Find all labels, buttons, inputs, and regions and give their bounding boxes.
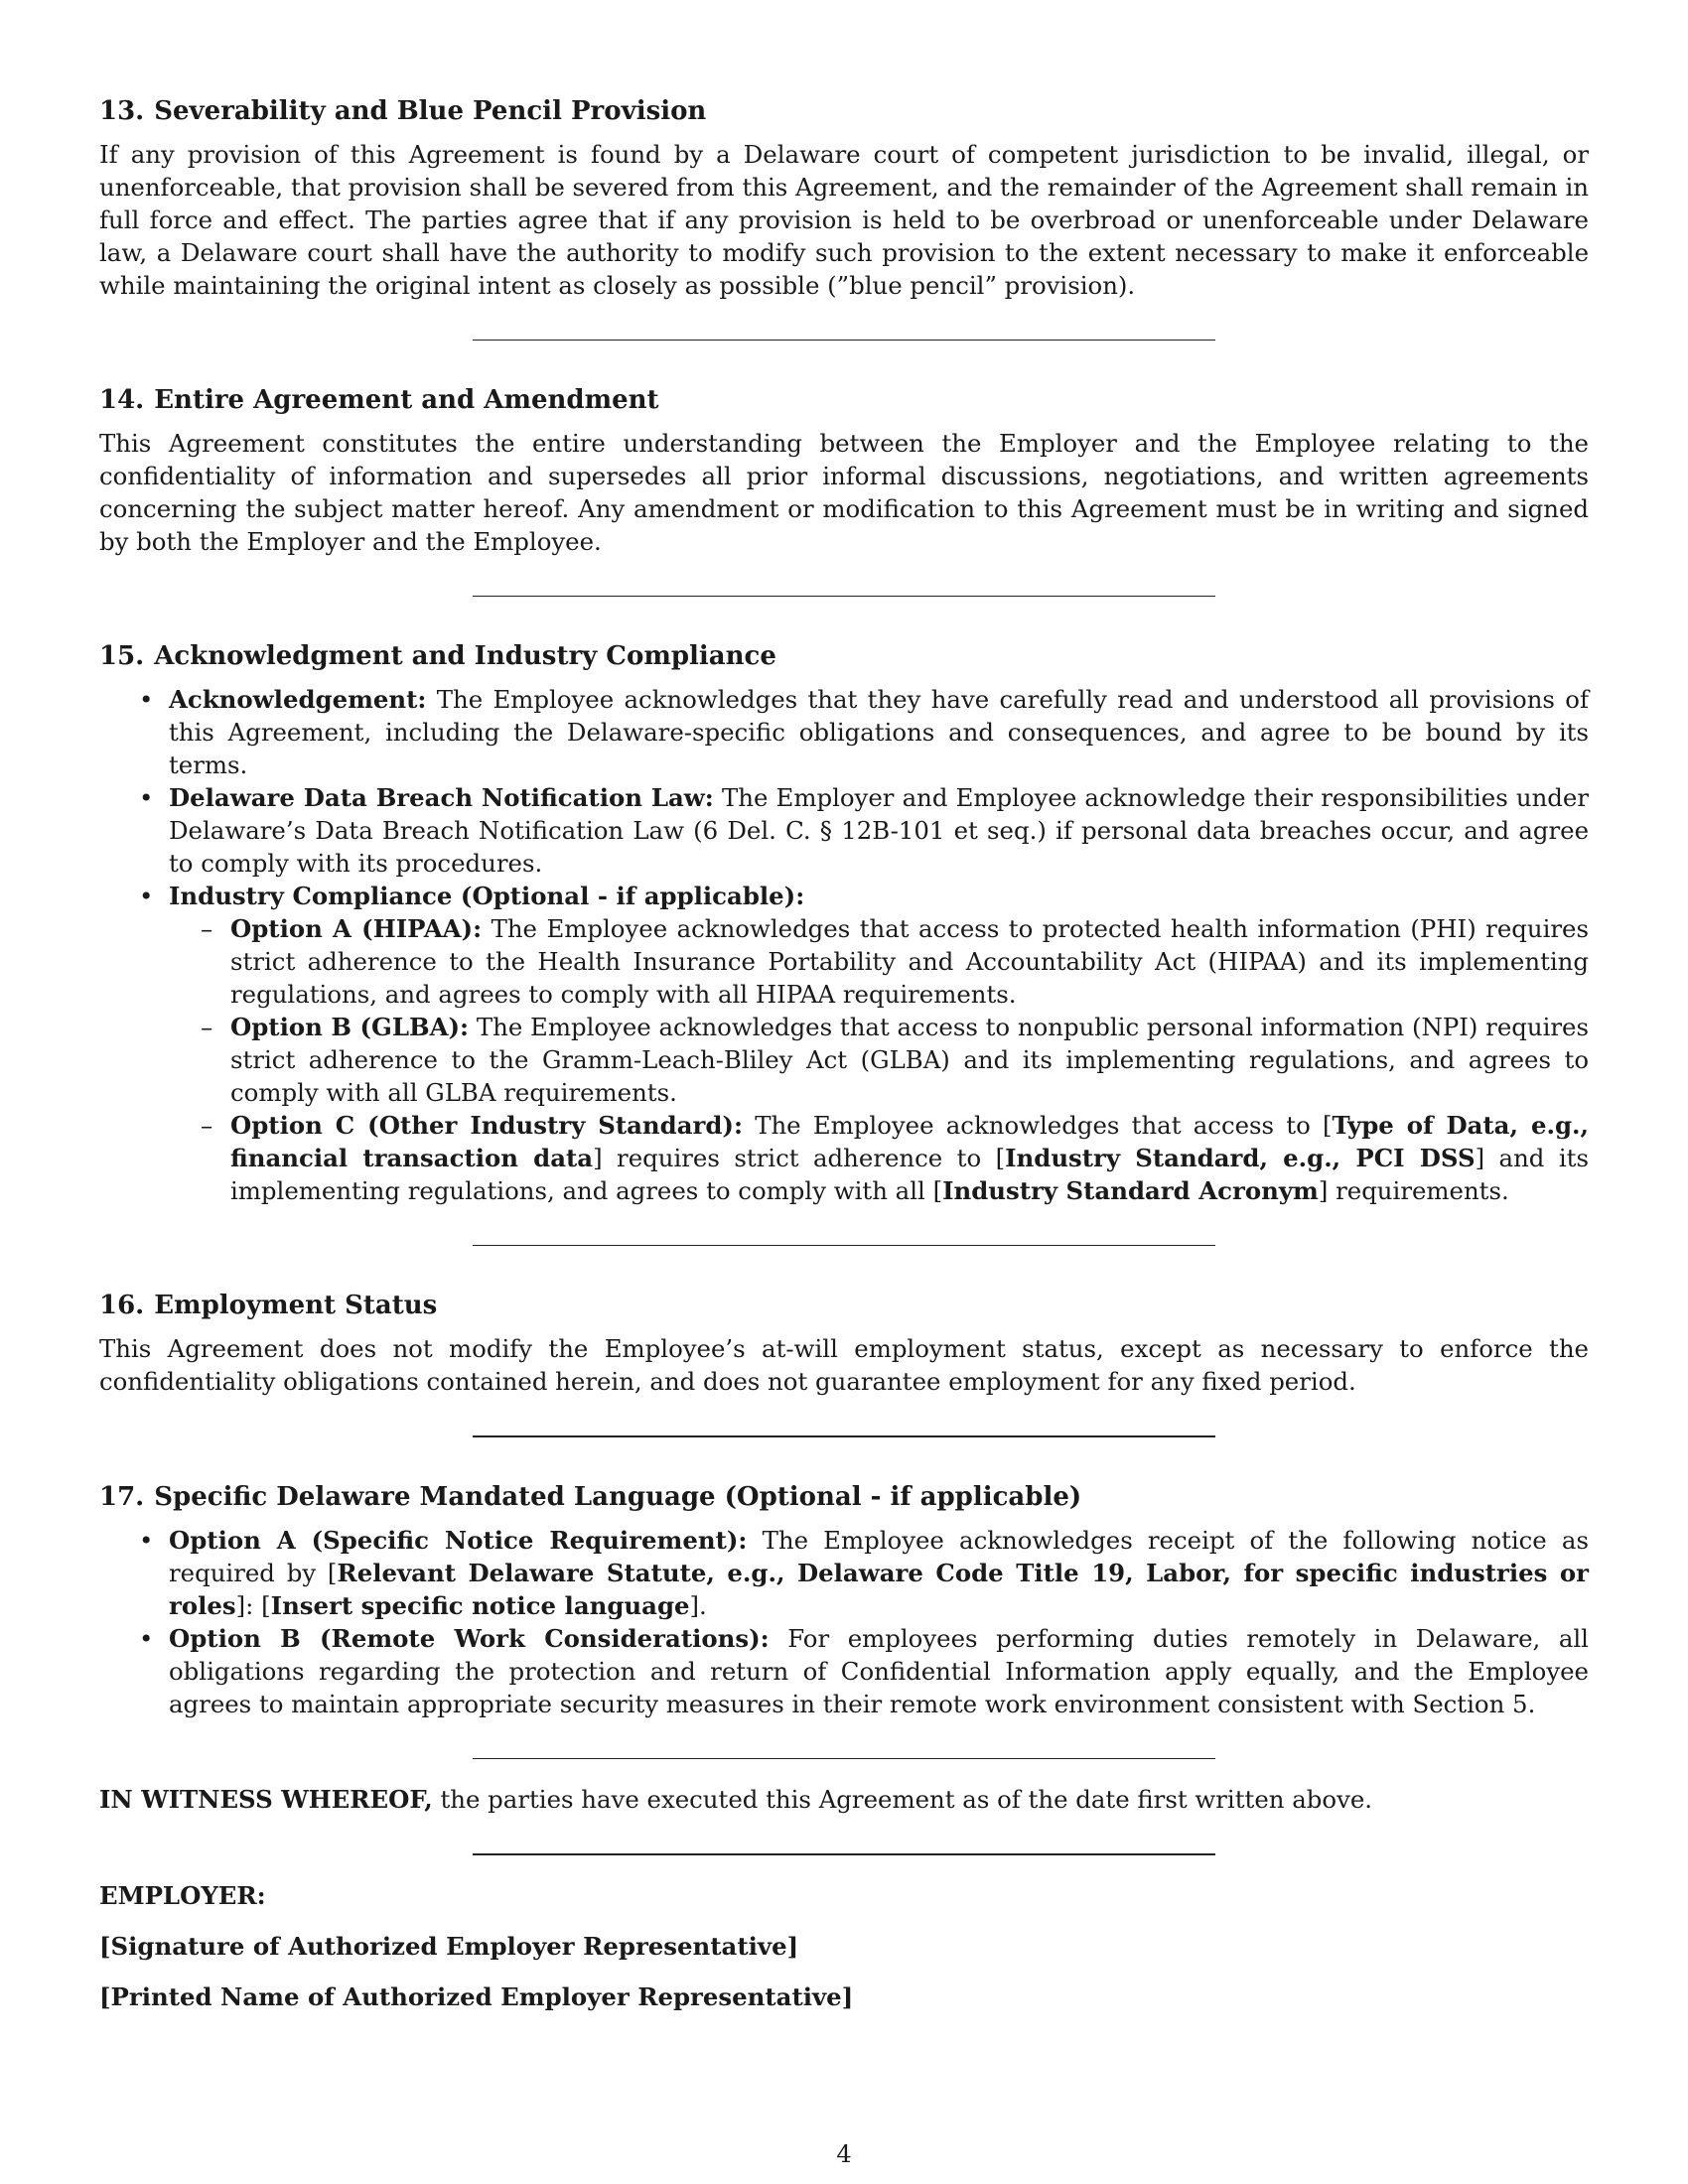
breach-law-label: Delaware Data Breach Notification Law: bbox=[169, 783, 714, 812]
page-number: 4 bbox=[836, 2140, 852, 2168]
remote-option-b-label: Option B (Remote Work Considerations): bbox=[169, 1624, 770, 1653]
section-13-title: Severability and Blue Pencil Provision bbox=[154, 96, 707, 126]
document-page bbox=[99, 95, 1589, 2013]
remote-option-b-text: For employees performing duties remotely in Delaware, all obligations regarding the protection and return of Confidential Information apply equally, and the Employee agrees to maintain appropriate security measures in their remote work environment consistent with Section 5. bbox=[169, 1624, 1589, 1718]
option-c-text: ] requirements. bbox=[1318, 1176, 1509, 1205]
section-17-title: Specific Delaware Mandated Language (Optional - if applicable) bbox=[154, 1482, 1082, 1512]
section-15-list bbox=[99, 683, 1589, 1207]
section-divider bbox=[473, 1435, 1215, 1437]
dash-icon: – bbox=[201, 1111, 213, 1140]
section-13-number: 13. bbox=[99, 96, 145, 126]
section-16-title: Employment Status bbox=[154, 1291, 438, 1320]
section-16-heading bbox=[99, 1290, 1589, 1322]
dash-icon: – bbox=[201, 914, 213, 943]
section-14-body: This Agreement constitutes the entire understanding between the Employer and the Employee relating to the confidentiality of information and supersedes all prior informal discussions, negotiations, and written agreements concerning the subject matter hereof. Any amendment or modification to this Agreement must be in writing and signed by both the Employer and the Employee. bbox=[99, 429, 1589, 556]
industry-options-list bbox=[169, 912, 1589, 1207]
notice-option-a-text: The Employee acknowledges receipt of the following notice as required by [ bbox=[169, 1526, 1589, 1587]
bullet-icon: • bbox=[139, 882, 154, 910]
list-item bbox=[99, 781, 1589, 880]
option-c-text: The Employee acknowledges that access to [ bbox=[755, 1111, 1333, 1140]
list-item bbox=[169, 912, 1589, 1011]
section-divider bbox=[473, 1245, 1215, 1246]
section-14-heading bbox=[99, 384, 1589, 417]
option-c-placeholder-acronym: Industry Standard Acronym bbox=[942, 1176, 1319, 1205]
option-b-label: Option B (GLBA): bbox=[230, 1013, 470, 1041]
section-divider bbox=[473, 1758, 1215, 1759]
option-a-text: The Employee acknowledges that access to protected health information (PHI) requires strict adherence to the Health Insurance Portability and Accountability Act (HIPAA) and its implementing regulations, and agrees to comply with all HIPAA requirements. bbox=[230, 914, 1589, 1009]
dash-icon: – bbox=[201, 1013, 213, 1041]
printed-name-line: [Printed Name of Authorized Employer Representative] bbox=[99, 1982, 854, 2011]
section-17-list bbox=[99, 1524, 1589, 1720]
section-13-heading bbox=[99, 95, 1589, 128]
bullet-icon: • bbox=[139, 1624, 154, 1653]
breach-law-text: The Employer and Employee acknowledge their responsibilities under Delaware’s Data Breach Notification Law (6 Del. C. § 12B-101 et seq.) if personal data breaches occur, and agree to comply with its procedures. bbox=[169, 783, 1590, 878]
section-divider bbox=[473, 1853, 1215, 1855]
list-item bbox=[99, 1622, 1589, 1720]
notice-placeholder-statute: Relevant Delaware Statute, e.g., Delaware Code Title 19, Labor, for specific industries or roles bbox=[169, 1559, 1589, 1620]
section-15-heading bbox=[99, 640, 1589, 673]
bullet-icon: • bbox=[139, 1526, 154, 1555]
notice-option-a-label: Option A (Specific Notice Requirement): bbox=[169, 1526, 748, 1555]
acknowledgement-label: Acknowledgement: bbox=[169, 685, 427, 714]
list-item bbox=[99, 683, 1589, 781]
list-item bbox=[169, 1011, 1589, 1109]
bullet-icon: • bbox=[139, 685, 154, 714]
notice-placeholder-language: Insert specific notice language bbox=[270, 1591, 690, 1620]
witness-label: IN WITNESS WHEREOF, bbox=[99, 1785, 433, 1814]
section-divider bbox=[473, 340, 1215, 341]
section-14-title: Entire Agreement and Amendment bbox=[154, 385, 659, 415]
section-14-number: 14. bbox=[99, 385, 145, 415]
section-17-heading bbox=[99, 1481, 1589, 1514]
option-c-placeholder-standard: Industry Standard, e.g., PCI DSS bbox=[1005, 1144, 1476, 1172]
industry-compliance-label: Industry Compliance (Optional - if applicable): bbox=[169, 882, 805, 910]
list-item bbox=[169, 1109, 1589, 1207]
section-16-body: This Agreement does not modify the Employee’s at-will employment status, except as necessary to enforce the confidentiality obligations contained herein, and does not guarantee employment for any fixed period. bbox=[99, 1334, 1589, 1396]
option-c-label: Option C (Other Industry Standard): bbox=[230, 1111, 743, 1140]
acknowledgement-text: The Employee acknowledges that they have carefully read and understood all provisions of this Agreement, including the Delaware-specific obligations and consequences, and agree to be bound by its terms. bbox=[169, 685, 1589, 779]
section-15-number: 15. bbox=[99, 641, 145, 671]
witness-text: the parties have executed this Agreement as of the date first written above. bbox=[440, 1785, 1373, 1814]
option-a-label: Option A (HIPAA): bbox=[230, 914, 483, 943]
bullet-icon: • bbox=[139, 783, 154, 812]
option-c-text: ] and its implementing regulations, and agrees to comply with all [ bbox=[230, 1144, 1589, 1205]
section-13-body: If any provision of this Agreement is found by a Delaware court of competent jurisdiction to be invalid, illegal, or unenforceable, that provision shall be severed from this Agreement, and the remainder of the Agreement shall remain in full force and effect. The parties agree that if any provision is held to be overbroad or unenforceable under Delaware law, a Delaware court shall have the authority to modify such provision to the extent necessary to make it enforceable while maintaining the original intent as closely as possible (”blue pencil” provision). bbox=[99, 140, 1589, 300]
witness-clause bbox=[99, 1783, 1589, 1816]
notice-option-a-text: ]. bbox=[689, 1591, 707, 1620]
section-divider bbox=[473, 596, 1215, 597]
signature-line: [Signature of Authorized Employer Representative] bbox=[99, 1932, 799, 1961]
section-15-title: Acknowledgment and Industry Compliance bbox=[154, 641, 776, 671]
option-c-placeholder-data-type: Type of Data, e.g., financial transaction data bbox=[230, 1111, 1589, 1172]
section-17-number: 17. bbox=[99, 1482, 145, 1512]
list-item bbox=[99, 1524, 1589, 1622]
notice-option-a-text: ]: [ bbox=[235, 1591, 271, 1620]
option-b-text: The Employee acknowledges that access to nonpublic personal information (NPI) requires strict adherence to the Gramm-Leach-Bliley Act (GLBA) and its implementing regulations, and agrees to comply with all GLBA requirements. bbox=[230, 1013, 1589, 1107]
list-item bbox=[99, 880, 1589, 1207]
employer-label: EMPLOYER: bbox=[99, 1881, 266, 1910]
option-c-text: ] requires strict adherence to [ bbox=[593, 1144, 1006, 1172]
section-16-number: 16. bbox=[99, 1291, 145, 1320]
